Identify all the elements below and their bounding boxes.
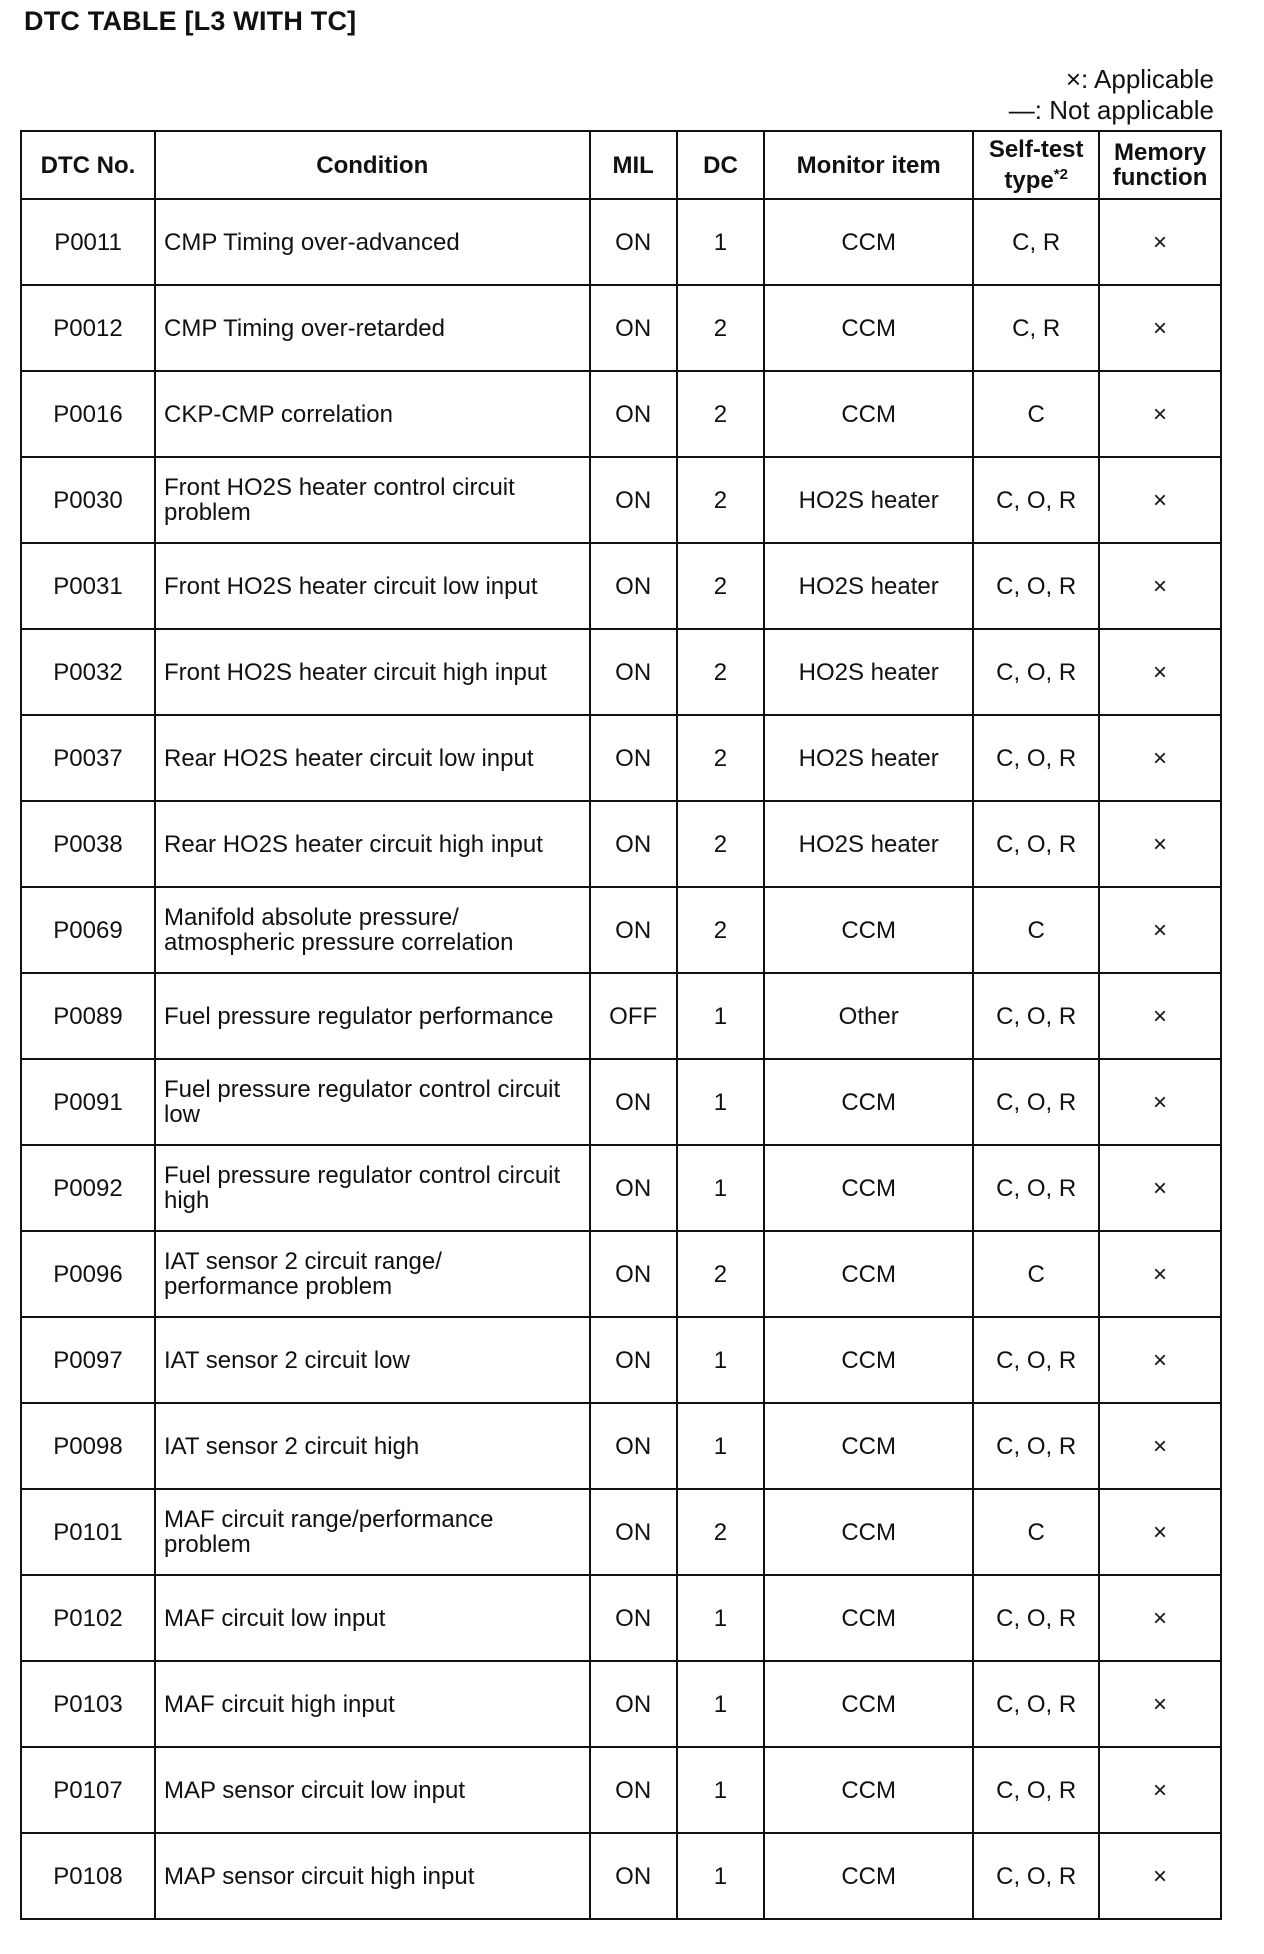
cell-self-test-type: C <box>973 1231 1099 1317</box>
cell-dtc-no: P0069 <box>21 887 155 973</box>
cell-condition: IAT sensor 2 circuit low <box>155 1317 590 1403</box>
self-test-footnote-ref: *2 <box>1053 166 1068 183</box>
cell-dc: 1 <box>677 1317 764 1403</box>
cell-monitor-item: HO2S heater <box>764 801 973 887</box>
cell-mil: ON <box>590 457 677 543</box>
cell-mil: ON <box>590 1747 677 1833</box>
cell-condition: Rear HO2S heater circuit high input <box>155 801 590 887</box>
header-dc: DC <box>677 131 764 199</box>
header-memory-function <box>1099 131 1221 199</box>
cell-mil: ON <box>590 1661 677 1747</box>
cell-dtc-no: P0092 <box>21 1145 155 1231</box>
legend <box>1009 64 1214 126</box>
cell-condition: CMP Timing over-advanced <box>155 199 590 285</box>
cell-memory-function: × <box>1099 973 1221 1059</box>
cell-mil: ON <box>590 1833 677 1919</box>
table-body <box>21 199 1221 1919</box>
cell-self-test-type: C, O, R <box>973 801 1099 887</box>
cell-monitor-item: CCM <box>764 1145 973 1231</box>
cell-dtc-no: P0101 <box>21 1489 155 1575</box>
cell-monitor-item: CCM <box>764 1747 973 1833</box>
cell-self-test-type: C <box>973 887 1099 973</box>
cell-monitor-item: CCM <box>764 1059 973 1145</box>
cell-self-test-type: C <box>973 371 1099 457</box>
cell-dc: 2 <box>677 887 764 973</box>
cell-condition: CMP Timing over-retarded <box>155 285 590 371</box>
legend-not-applicable <box>1009 95 1214 126</box>
table-row <box>21 371 1221 457</box>
cell-condition: IAT sensor 2 circuit range/ performance problem <box>155 1231 590 1317</box>
cell-dtc-no: P0107 <box>21 1747 155 1833</box>
memory-label-line1: Memory <box>1114 139 1207 166</box>
cell-dc: 1 <box>677 1145 764 1231</box>
table-row <box>21 1145 1221 1231</box>
cell-memory-function: × <box>1099 371 1221 457</box>
header-mil: MIL <box>590 131 677 199</box>
table-row <box>21 887 1221 973</box>
cell-self-test-type: C, O, R <box>973 457 1099 543</box>
cell-mil: ON <box>590 371 677 457</box>
cell-condition: Front HO2S heater circuit low input <box>155 543 590 629</box>
cell-self-test-type: C, O, R <box>973 1059 1099 1145</box>
cell-mil: ON <box>590 801 677 887</box>
cell-dtc-no: P0091 <box>21 1059 155 1145</box>
cell-condition: MAP sensor circuit high input <box>155 1833 590 1919</box>
table-row <box>21 1575 1221 1661</box>
cell-dtc-no: P0089 <box>21 973 155 1059</box>
cell-memory-function: × <box>1099 1489 1221 1575</box>
cell-dc: 2 <box>677 629 764 715</box>
cell-self-test-type: C, O, R <box>973 715 1099 801</box>
cell-dc: 2 <box>677 1231 764 1317</box>
cell-monitor-item: CCM <box>764 1317 973 1403</box>
cell-memory-function: × <box>1099 543 1221 629</box>
table-row <box>21 1747 1221 1833</box>
table-row <box>21 1489 1221 1575</box>
cell-dtc-no: P0031 <box>21 543 155 629</box>
header-self-test-type <box>973 131 1099 199</box>
cell-self-test-type: C, R <box>973 199 1099 285</box>
cell-self-test-type: C, O, R <box>973 1747 1099 1833</box>
cell-dc: 2 <box>677 543 764 629</box>
cell-monitor-item: CCM <box>764 1489 973 1575</box>
table-row <box>21 1403 1221 1489</box>
header-dtc-no: DTC No. <box>21 131 155 199</box>
cell-dc: 1 <box>677 1403 764 1489</box>
table-row <box>21 629 1221 715</box>
cell-self-test-type: C, O, R <box>973 543 1099 629</box>
cell-self-test-type: C, O, R <box>973 1661 1099 1747</box>
cell-dtc-no: P0103 <box>21 1661 155 1747</box>
table-row <box>21 199 1221 285</box>
cell-dc: 1 <box>677 1059 764 1145</box>
cell-condition: Fuel pressure regulator performance <box>155 973 590 1059</box>
cell-dtc-no: P0032 <box>21 629 155 715</box>
page-title: DTC TABLE [L3 WITH TC] <box>24 6 357 36</box>
cell-memory-function: × <box>1099 1231 1221 1317</box>
cell-memory-function: × <box>1099 715 1221 801</box>
cell-dtc-no: P0011 <box>21 199 155 285</box>
cell-memory-function: × <box>1099 1059 1221 1145</box>
table-row <box>21 1833 1221 1919</box>
cell-mil: ON <box>590 285 677 371</box>
cell-dc: 2 <box>677 285 764 371</box>
cell-mil: ON <box>590 1317 677 1403</box>
cell-dc: 2 <box>677 371 764 457</box>
cell-self-test-type: C <box>973 1489 1099 1575</box>
cell-monitor-item: CCM <box>764 1231 973 1317</box>
cell-condition: Manifold absolute pressure/ atmospheric pressure correlation <box>155 887 590 973</box>
cell-monitor-item: CCM <box>764 199 973 285</box>
table-row <box>21 457 1221 543</box>
header-condition: Condition <box>155 131 590 199</box>
cell-memory-function: × <box>1099 199 1221 285</box>
cell-condition: IAT sensor 2 circuit high <box>155 1403 590 1489</box>
cell-mil: ON <box>590 1403 677 1489</box>
cell-memory-function: × <box>1099 1833 1221 1919</box>
cell-dtc-no: P0102 <box>21 1575 155 1661</box>
table-row <box>21 801 1221 887</box>
table-row <box>21 715 1221 801</box>
cell-self-test-type: C, O, R <box>973 1833 1099 1919</box>
cell-dc: 1 <box>677 1747 764 1833</box>
cell-dtc-no: P0108 <box>21 1833 155 1919</box>
cell-mil: ON <box>590 715 677 801</box>
cell-dc: 2 <box>677 457 764 543</box>
cell-condition: Front HO2S heater circuit high input <box>155 629 590 715</box>
header-monitor-item: Monitor item <box>764 131 973 199</box>
cell-monitor-item: CCM <box>764 1661 973 1747</box>
cell-dc: 1 <box>677 199 764 285</box>
cell-monitor-item: CCM <box>764 1403 973 1489</box>
cell-memory-function: × <box>1099 629 1221 715</box>
dtc-table <box>20 130 1222 1920</box>
cell-dc: 2 <box>677 715 764 801</box>
cell-monitor-item: CCM <box>764 887 973 973</box>
cell-monitor-item: HO2S heater <box>764 457 973 543</box>
cell-monitor-item: Other <box>764 973 973 1059</box>
cell-dtc-no: P0098 <box>21 1403 155 1489</box>
cell-self-test-type: C, O, R <box>973 1575 1099 1661</box>
cell-mil: ON <box>590 1575 677 1661</box>
legend-applicable <box>1009 64 1214 95</box>
cell-mil: ON <box>590 629 677 715</box>
cell-memory-function: × <box>1099 1747 1221 1833</box>
cell-mil: ON <box>590 887 677 973</box>
cell-dtc-no: P0030 <box>21 457 155 543</box>
cell-monitor-item: CCM <box>764 285 973 371</box>
cell-dc: 1 <box>677 1575 764 1661</box>
table-row <box>21 285 1221 371</box>
cell-memory-function: × <box>1099 801 1221 887</box>
table-row <box>21 1317 1221 1403</box>
table-row <box>21 543 1221 629</box>
cell-monitor-item: HO2S heater <box>764 629 973 715</box>
cell-condition: MAF circuit low input <box>155 1575 590 1661</box>
cell-monitor-item: CCM <box>764 1833 973 1919</box>
cell-condition: MAF circuit high input <box>155 1661 590 1747</box>
cell-condition: Rear HO2S heater circuit low input <box>155 715 590 801</box>
cell-monitor-item: CCM <box>764 1575 973 1661</box>
cell-memory-function: × <box>1099 457 1221 543</box>
cell-self-test-type: C, O, R <box>973 1317 1099 1403</box>
cell-dtc-no: P0037 <box>21 715 155 801</box>
self-test-label: Self-test type <box>988 136 1084 194</box>
cell-memory-function: × <box>1099 1661 1221 1747</box>
cell-memory-function: × <box>1099 1317 1221 1403</box>
cell-memory-function: × <box>1099 1575 1221 1661</box>
not-applicable-text: : Not applicable <box>1034 95 1214 125</box>
cell-memory-function: × <box>1099 1403 1221 1489</box>
cell-condition: Front HO2S heater control circuit problem <box>155 457 590 543</box>
cell-condition: MAP sensor circuit low input <box>155 1747 590 1833</box>
cell-memory-function: × <box>1099 1145 1221 1231</box>
table-header-row <box>21 131 1221 199</box>
cell-self-test-type: C, O, R <box>973 629 1099 715</box>
cell-self-test-type: C, O, R <box>973 1145 1099 1231</box>
cell-mil: ON <box>590 1145 677 1231</box>
cell-self-test-type: C, O, R <box>973 1403 1099 1489</box>
table-row <box>21 1059 1221 1145</box>
table-row <box>21 973 1221 1059</box>
cell-monitor-item: HO2S heater <box>764 715 973 801</box>
cell-dc: 1 <box>677 1661 764 1747</box>
cell-mil: OFF <box>590 973 677 1059</box>
cell-dc: 1 <box>677 973 764 1059</box>
cell-mil: ON <box>590 1231 677 1317</box>
cell-dtc-no: P0038 <box>21 801 155 887</box>
table-row <box>21 1231 1221 1317</box>
cell-monitor-item: HO2S heater <box>764 543 973 629</box>
cell-condition: MAF circuit range/performance problem <box>155 1489 590 1575</box>
cell-memory-function: × <box>1099 887 1221 973</box>
cell-condition: Fuel pressure regulator control circuit high <box>155 1145 590 1231</box>
cell-mil: ON <box>590 1059 677 1145</box>
cell-dtc-no: P0096 <box>21 1231 155 1317</box>
cell-self-test-type: C, R <box>973 285 1099 371</box>
cell-dc: 2 <box>677 801 764 887</box>
cell-mil: ON <box>590 199 677 285</box>
cell-memory-function: × <box>1099 285 1221 371</box>
table-row <box>21 1661 1221 1747</box>
memory-label-line2: function <box>1112 164 1208 191</box>
cell-mil: ON <box>590 543 677 629</box>
cell-dtc-no: P0016 <box>21 371 155 457</box>
cell-dc: 2 <box>677 1489 764 1575</box>
cell-monitor-item: CCM <box>764 371 973 457</box>
not-applicable-symbol: — <box>1008 95 1035 125</box>
cell-mil: ON <box>590 1489 677 1575</box>
cell-condition: CKP-CMP correlation <box>155 371 590 457</box>
applicable-symbol: × <box>1065 64 1082 94</box>
applicable-text: : Applicable <box>1081 64 1214 94</box>
cell-condition: Fuel pressure regulator control circuit low <box>155 1059 590 1145</box>
cell-dc: 1 <box>677 1833 764 1919</box>
cell-dtc-no: P0012 <box>21 285 155 371</box>
cell-dtc-no: P0097 <box>21 1317 155 1403</box>
cell-self-test-type: C, O, R <box>973 973 1099 1059</box>
